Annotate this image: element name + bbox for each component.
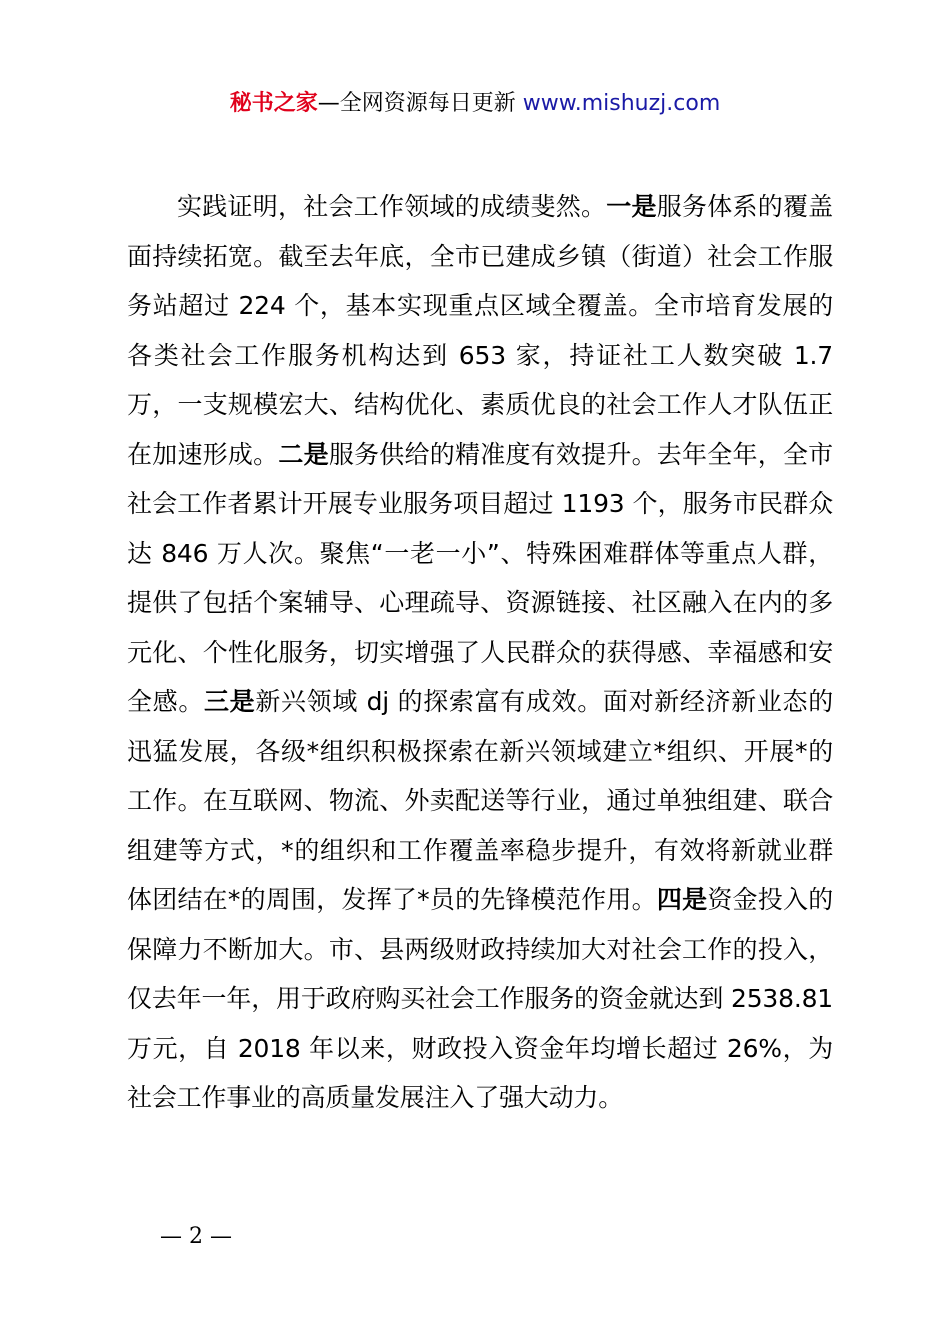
text-point-four: 资金投入的保障力不断加大。市、县两级财政持续加大对社会工作的投入，仅去年一年，用于政府购买社会工作服务的资金就达到 2538.81 万元，自 2018 年以来，财政投入资金年均增长超过 26%，为社会工作事业的高质量发展注入了强大动力。 bbox=[127, 885, 833, 1112]
text-point-one: 服务体系的覆盖面持续拓宽。截至去年底，全市已建成乡镇（街道）社会工作服务站超过 224 个，基本实现重点区域全覆盖。全市培育发展的各类社会工作服务机构达到 653 家，持证社工人数突破 1.7 万，一支规模宏大、结构优化、素质优良的社会工作人才队伍正在加速形成。 bbox=[127, 192, 833, 469]
point-one-label: 一是 bbox=[606, 192, 657, 221]
page-number: — 2 — bbox=[160, 1224, 232, 1249]
body-paragraph bbox=[127, 182, 833, 1123]
point-three-label: 三是 bbox=[204, 687, 256, 716]
text-point-three: 新兴领域 dj 的探索富有成效。面对新经济新业态的迅猛发展，各级*组织积极探索在新兴领域建立*组织、开展*的工作。在互联网、物流、外卖配送等行业，通过单独组建、联合组建等方式，*的组织和工作覆盖率稳步提升，有效将新就业群体团结在*的周围，发挥了*员的先锋模范作用。 bbox=[127, 687, 833, 914]
header-tagline: —全网资源每日更新 bbox=[317, 91, 523, 116]
brand-name: 秘书之家 bbox=[229, 91, 318, 116]
text-point-two: 服务供给的精准度有效提升。去年全年，全市社会工作者累计开展专业服务项目超过 1193 个，服务市民群众达 846 万人次。聚焦“一老一小”、特殊困难群体等重点人群，提供了包括个案辅导、心理疏导、资源链接、社区融入在内的多元化、个性化服务，切实增强了人民群众的获得感、幸福感和安全感。 bbox=[127, 439, 833, 716]
watermark-header bbox=[0, 88, 950, 120]
text-intro: 实践证明，社会工作领域的成绩斐然。 bbox=[177, 192, 607, 221]
point-two-label: 二是 bbox=[278, 439, 329, 469]
header-url: www.mishuzj.com bbox=[522, 91, 721, 116]
point-four-label: 四是 bbox=[656, 885, 708, 914]
